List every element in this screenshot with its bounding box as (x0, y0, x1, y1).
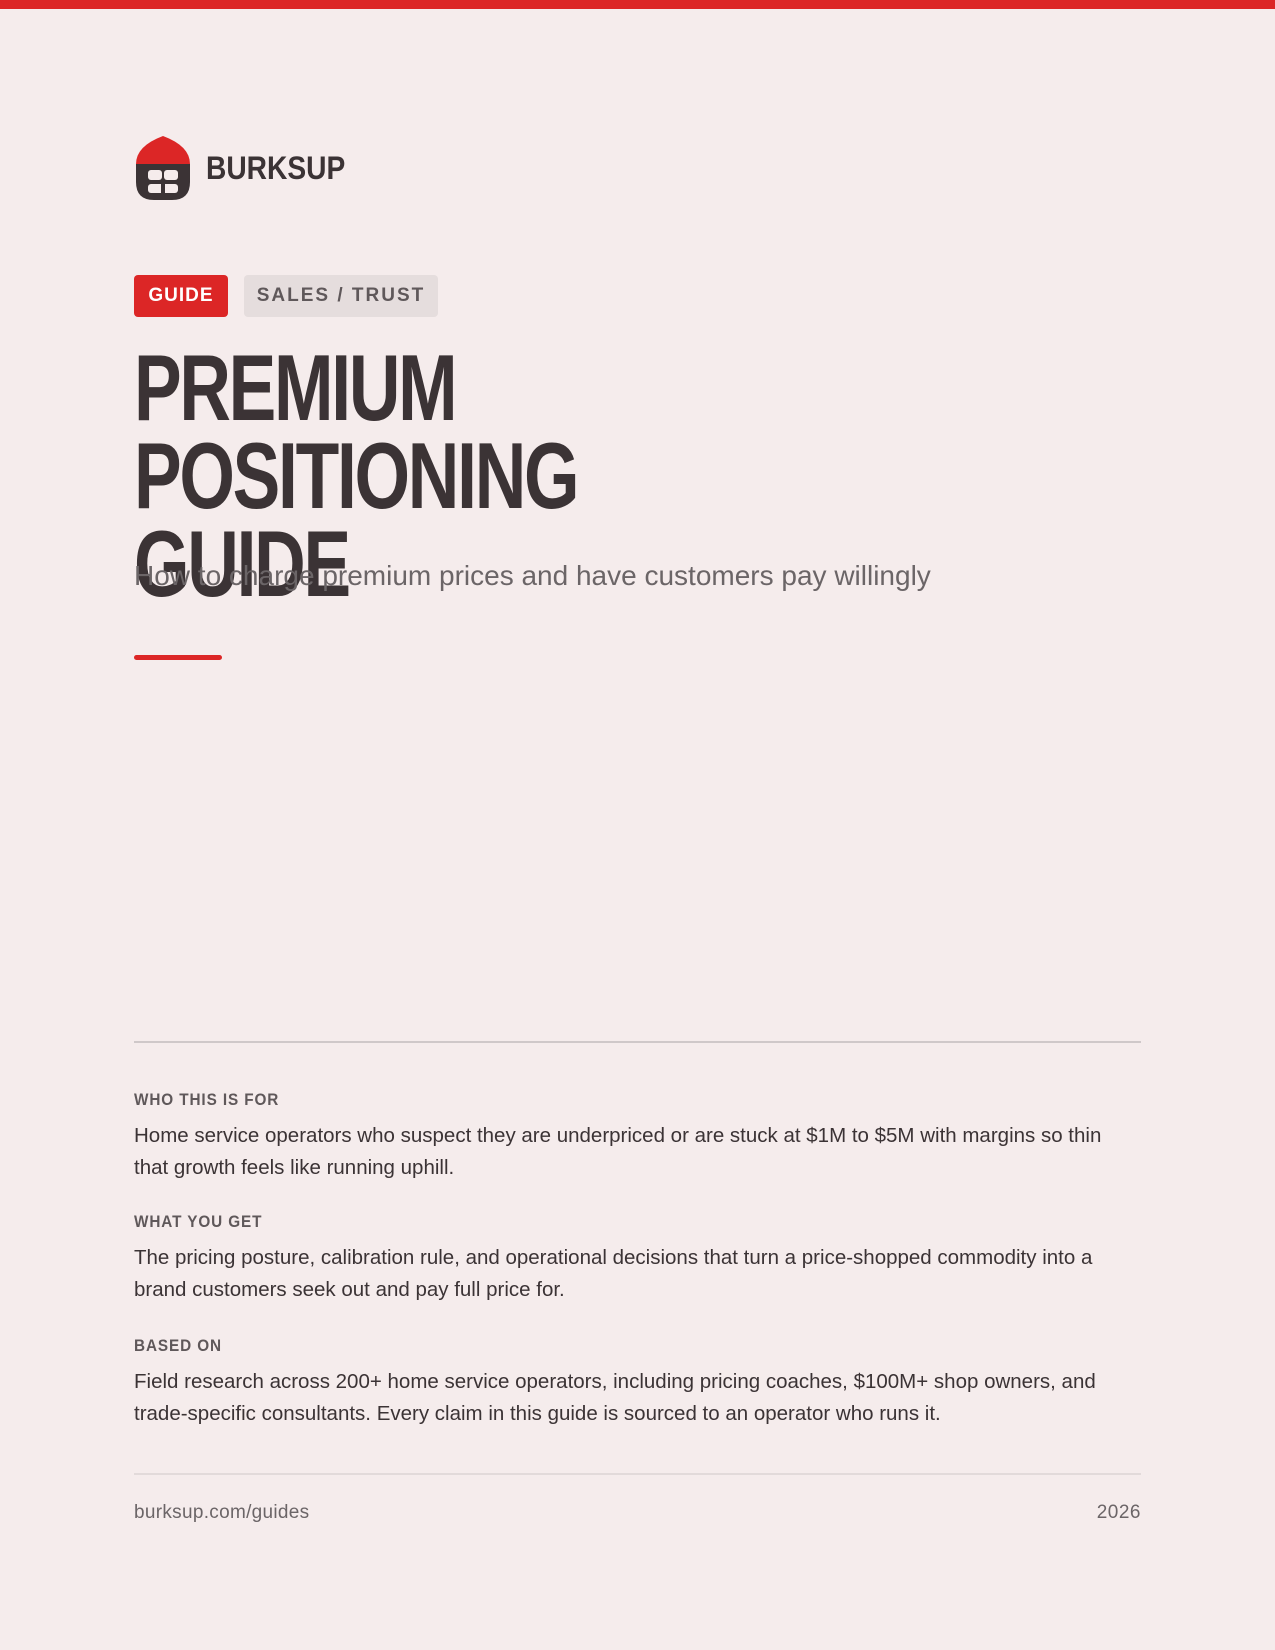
section-label-based-on: BASED ON (134, 1336, 222, 1355)
footer-divider (134, 1473, 1141, 1475)
section-label-what: WHAT YOU GET (134, 1212, 263, 1231)
section-label-who: WHO THIS IS FOR (134, 1090, 280, 1109)
section-text-based-on: Field research across 200+ home service operators, including pricing coaches, $100M+ shop owners, and trade-specific consultants. Every claim in this guide is sourced to an operator who runs it. (134, 1370, 1096, 1425)
burksup-logo-icon (134, 136, 192, 200)
accent-underline (134, 655, 222, 660)
brand-name: BURKSUP (206, 149, 346, 186)
title-line-2: GUIDE (134, 511, 349, 616)
tag-row (134, 275, 438, 317)
footer-url[interactable]: burksup.com/guides (134, 1502, 310, 1523)
brand-logo (134, 136, 364, 200)
section-divider (134, 1041, 1141, 1043)
subtitle: How to charge premium prices and have customers pay willingly (134, 560, 931, 591)
cover-page (134, 0, 1141, 1650)
title-line-1: PREMIUM POSITIONING (134, 335, 578, 528)
footer-year: 2026 (1096, 1502, 1141, 1523)
category-tag: SALES / TRUST (244, 275, 438, 317)
guide-tag: GUIDE (134, 275, 228, 317)
section-text-what: The pricing posture, calibration rule, and operational decisions that turn a price-shopped commodity into a brand customers seek out and pay full price for. (134, 1246, 1093, 1301)
section-text-who: Home service operators who suspect they are underpriced or are stuck at $1M to $5M with margins so thin that growth feels like running uphill. (134, 1124, 1102, 1179)
